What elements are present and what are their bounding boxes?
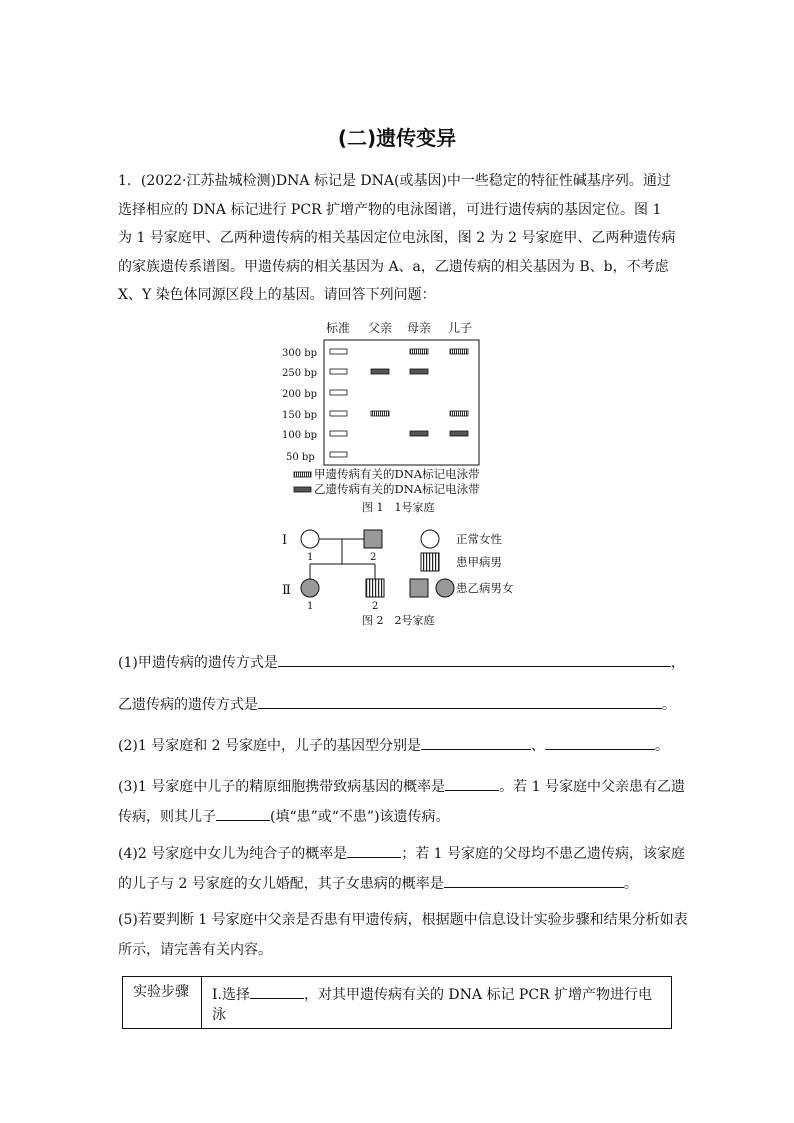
bp-label-200: 200 bp <box>282 389 318 400</box>
q4a-text: (4)2 号家庭中女儿为纯合子的概率是 <box>118 846 348 862</box>
band-standard-50 <box>330 452 347 457</box>
section-title: (二)遗传变异 <box>337 126 457 150</box>
band-standard-200 <box>330 390 347 395</box>
generation-I-label: Ⅰ <box>282 533 288 548</box>
table-header-cell: 实验步骤 <box>123 977 202 1029</box>
q4b-text: ；若 1 号家庭的父母均不患乙遗传病，该家庭的儿子与 2 号家庭的女儿婚配，其子女患病的概率是 <box>118 846 686 892</box>
gel-frame <box>324 340 479 465</box>
pedigree-I1-number: 1 <box>307 552 314 563</box>
generation-II-label: Ⅱ <box>282 583 291 598</box>
question-3 <box>118 772 688 832</box>
question-intro: 1．(2022·江苏盐城检测)DNA 标记是 DNA(或基因)中一些稳定的特征性碱基序列。通过选择相应的 DNA 标记进行 PCR 扩增产物的电泳图谱，可进行遗传病的基因定位。图 1 为 1 号家庭甲、乙两种遗传病的相关基因定位电泳图，图 2 为 2 号家庭甲、乙两种遗传病的家族遗传系谱图。甲遗传病的相关基因为 A、a，乙遗传病的相关基因为 B、b，不考虑 X、Y 染色体同源区段上的基因。请回答下列问题： <box>118 173 676 303</box>
legend-jia-male-symbol <box>421 553 439 571</box>
band-standard-250 <box>330 369 347 374</box>
answer-blank-q4-1[interactable] <box>347 840 401 858</box>
question-2 <box>118 731 688 761</box>
bp-label-100: 100 bp <box>282 430 318 441</box>
answer-blank-q2-1[interactable] <box>421 732 531 750</box>
figure2-caption: 图 2 2号家庭 <box>362 614 435 627</box>
q3b-text: 。若 1 号家庭中父亲患有乙遗传病，则其儿子 <box>118 779 685 825</box>
legend-normal-female-symbol <box>421 530 439 548</box>
band-mother-300-jia <box>410 349 428 354</box>
pedigree-I2-number: 2 <box>370 552 377 563</box>
pedigree-II1-number: 1 <box>307 601 314 612</box>
q2-end: 。 <box>655 738 669 754</box>
pedigree-II2-number: 2 <box>372 601 379 612</box>
question-4 <box>118 839 688 899</box>
pedigree-II1-yi-female <box>301 579 319 597</box>
answer-blank-step1[interactable] <box>250 981 304 999</box>
table-row <box>123 977 672 1029</box>
step1-text-b: ，对其甲遗传病有关的 DNA 标记 PCR 扩增产物进行电泳 <box>212 987 653 1023</box>
bp-label-300: 300 bp <box>282 348 318 359</box>
band-father-150-jia <box>371 411 389 416</box>
answer-blank-q1a[interactable] <box>278 649 671 667</box>
q1a-end: ， <box>670 655 685 671</box>
pedigree-I2-yi-male <box>364 530 382 548</box>
legend-yi-label: 患乙病男女 <box>456 581 514 595</box>
legend-yi-male-symbol <box>410 579 428 597</box>
experiment-table <box>122 976 672 1029</box>
table-step-cell <box>202 977 672 1029</box>
legend-jia-male-label: 患甲病男 <box>456 555 502 569</box>
band-mother-100-yi <box>410 431 428 436</box>
q2-text: (2)1 号家庭和 2 号家庭中，儿子的基因型分别是 <box>118 738 421 754</box>
band-son-100-yi <box>450 431 468 436</box>
answer-blank-q1b[interactable] <box>258 691 662 709</box>
q4c-text: 。 <box>623 876 638 892</box>
col-label-mother: 母亲 <box>406 321 432 335</box>
col-label-father: 父亲 <box>367 321 393 335</box>
bp-label-250: 250 bp <box>282 368 318 379</box>
band-father-250-yi <box>371 369 389 374</box>
q1a-text: (1)甲遗传病的遗传方式是 <box>118 655 278 671</box>
answer-blank-q3-1[interactable] <box>445 773 499 791</box>
question-1a <box>118 648 688 678</box>
pedigree-II2-jia-male <box>366 579 384 597</box>
legend-yi-swatch <box>294 487 311 492</box>
figure1-electrophoresis <box>270 318 520 518</box>
band-son-150-jia <box>450 411 468 416</box>
bp-label-150: 150 bp <box>282 410 318 421</box>
legend-normal-female-label: 正常女性 <box>456 532 502 546</box>
pedigree-I1-normal-female <box>301 530 319 548</box>
answer-blank-q2-2[interactable] <box>545 732 655 750</box>
q2-mid: 、 <box>531 738 545 754</box>
band-mother-250-yi <box>410 369 428 374</box>
legend-yi-female-symbol <box>436 579 454 597</box>
legend-jia-swatch <box>294 472 311 477</box>
question-5: (5)若要判断 1 号家庭中父亲是否患有甲遗传病，根据题中信息设计实验步骤和结果分析如表所示，请完善有关内容。 <box>118 912 688 958</box>
q3c-text: (填“患”或“不患”)该遗传病。 <box>270 809 450 825</box>
q3a-text: (3)1 号家庭中儿子的精原细胞携带致病基因的概率是 <box>118 779 446 795</box>
figure1-caption: 图 1 1号家庭 <box>362 501 435 514</box>
band-standard-100 <box>330 431 347 436</box>
q1b-text: 乙遗传病的遗传方式是 <box>118 697 258 713</box>
q1b-end: 。 <box>662 697 676 713</box>
col-label-son: 儿子 <box>447 321 473 335</box>
step1-text-a: Ⅰ.选择 <box>212 987 250 1003</box>
answer-blank-q4-2[interactable] <box>444 870 624 888</box>
figure2-pedigree <box>270 522 540 632</box>
legend-jia-label: 甲遗传病有关的DNA标记电泳带 <box>314 467 480 481</box>
band-son-300-jia <box>450 349 468 354</box>
legend-yi-label: 乙遗传病有关的DNA标记电泳带 <box>314 482 480 496</box>
question-1b <box>118 690 688 720</box>
bp-label-50: 50 bp <box>286 452 315 463</box>
answer-blank-q3-2[interactable] <box>216 803 270 821</box>
col-label-standard: 标准 <box>325 321 351 335</box>
band-standard-150 <box>330 411 347 416</box>
band-standard-300 <box>330 349 347 354</box>
